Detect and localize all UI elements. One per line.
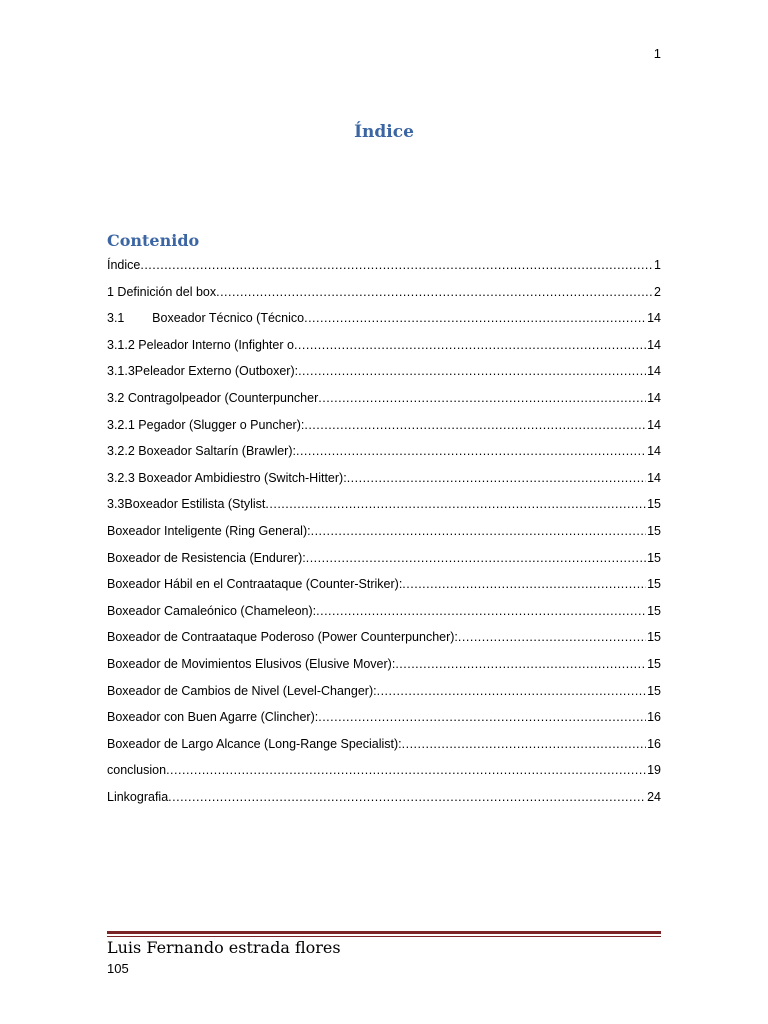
toc-entry-page[interactable]: 15 [647, 550, 661, 565]
toc-entry[interactable] [107, 389, 661, 416]
toc-entry-page[interactable]: 14 [647, 444, 661, 459]
toc-entry-title[interactable]: 3.3Boxeador Estilista (Stylist [107, 497, 266, 512]
toc-entry-title[interactable]: 3.1.2 Peleador Interno (Infighter o [107, 337, 294, 352]
toc-entry-page[interactable]: 15 [647, 683, 661, 698]
table-of-contents [107, 256, 661, 814]
toc-entry-title[interactable]: Boxeador con Buen Agarre (Clincher): [107, 710, 319, 725]
toc-entry[interactable] [107, 575, 661, 602]
toc-entry-title[interactable]: Boxeador Camaleónico (Chameleon): [107, 603, 317, 618]
footer-page-number: 105 [107, 961, 129, 976]
toc-entry[interactable] [107, 442, 661, 469]
toc-entry-title[interactable]: Boxeador Hábil en el Contraataque (Counter-Striker): [107, 577, 403, 592]
toc-entry[interactable] [107, 788, 661, 815]
toc-entry-title[interactable]: Boxeador de Contraataque Poderoso (Power Counterpuncher): [107, 630, 458, 645]
toc-entry[interactable] [107, 735, 661, 762]
toc-entry-page[interactable]: 14 [647, 364, 661, 379]
toc-entry-page[interactable]: 15 [647, 603, 661, 618]
toc-dot-leader [347, 469, 646, 487]
toc-entry[interactable] [107, 522, 661, 549]
toc-entry-page[interactable]: 14 [647, 470, 661, 485]
toc-entry-title[interactable]: Boxeador de Cambios de Nivel (Level-Changer): [107, 683, 377, 698]
toc-entry[interactable] [107, 628, 661, 655]
toc-entry-title[interactable]: 3.2.3 Boxeador Ambidiestro (Switch-Hitter): [107, 470, 347, 485]
toc-dot-leader [318, 389, 646, 407]
toc-entry-title[interactable]: 3.2.2 Boxeador Saltarín (Brawler): [107, 444, 296, 459]
toc-entry[interactable] [107, 362, 661, 389]
toc-dot-leader [311, 522, 647, 540]
toc-entry-title[interactable]: 3.2 Contragolpeador (Counterpuncher [107, 390, 319, 405]
toc-entry-page[interactable]: 24 [647, 789, 661, 804]
toc-entry-title[interactable]: Linkografia [107, 789, 169, 804]
toc-dot-leader [168, 788, 646, 806]
toc-entry-page[interactable]: 15 [647, 497, 661, 512]
contents-heading: Contenido [107, 231, 200, 250]
toc-entry-page[interactable]: 15 [647, 577, 661, 592]
toc-entry[interactable] [107, 708, 661, 735]
page-number: 1 [653, 46, 661, 61]
toc-dot-leader [316, 602, 646, 620]
toc-entry[interactable] [107, 682, 661, 709]
toc-entry[interactable] [107, 256, 661, 283]
toc-entry-title[interactable]: 1 Definición del box [107, 284, 217, 299]
toc-entry-page[interactable]: 1 [654, 258, 661, 272]
toc-entry[interactable] [107, 602, 661, 629]
toc-entry-page[interactable]: 15 [647, 630, 661, 645]
toc-entry-page[interactable]: 15 [647, 523, 661, 538]
toc-entry-page[interactable]: 14 [647, 337, 661, 352]
toc-entry-page[interactable]: 19 [647, 763, 661, 778]
toc-dot-leader [265, 495, 646, 513]
toc-entry-page[interactable]: 2 [654, 284, 661, 299]
toc-entry-title[interactable]: Boxeador de Largo Alcance (Long-Range Specialist): [107, 736, 402, 751]
toc-entry[interactable] [107, 283, 661, 310]
index-title: Índice [354, 122, 414, 142]
toc-entry-title[interactable]: Boxeador de Movimientos Elusivos (Elusive Mover): [107, 656, 396, 671]
toc-dot-leader [458, 628, 646, 646]
toc-dot-leader [304, 416, 646, 434]
toc-entry-title[interactable]: Boxeador Inteligente (Ring General): [107, 523, 311, 538]
toc-entry-title[interactable]: 3.1.3Peleador Externo (Outboxer): [107, 364, 299, 379]
toc-dot-leader [298, 362, 646, 380]
toc-entry-title[interactable]: 3.1 Boxeador Técnico (Técnico [107, 311, 305, 326]
toc-dot-leader [296, 442, 646, 460]
toc-dot-leader [318, 708, 646, 726]
toc-dot-leader [395, 655, 646, 673]
toc-dot-leader [402, 735, 646, 753]
toc-entry[interactable] [107, 655, 661, 682]
toc-dot-leader [306, 549, 646, 567]
toc-entry[interactable] [107, 469, 661, 496]
toc-entry-page[interactable]: 14 [647, 311, 661, 326]
toc-entry[interactable] [107, 309, 661, 336]
toc-entry-page[interactable]: 14 [647, 390, 661, 405]
toc-entry-title[interactable]: 3.2.1 Pegador (Slugger o Puncher): [107, 417, 305, 432]
toc-entry[interactable] [107, 549, 661, 576]
toc-dot-leader [377, 682, 647, 700]
toc-entry-page[interactable]: 14 [647, 417, 661, 432]
footer-author: Luis Fernando estrada flores [107, 938, 341, 957]
toc-entry-title[interactable]: Boxeador de Resistencia (Endurer): [107, 550, 306, 565]
toc-entry-page[interactable]: 16 [647, 710, 661, 725]
toc-dot-leader [140, 256, 653, 274]
toc-dot-leader [294, 336, 646, 354]
toc-dot-leader [166, 761, 646, 779]
toc-entry[interactable] [107, 336, 661, 363]
toc-dot-leader [402, 575, 646, 593]
toc-entry-title[interactable]: conclusion [107, 763, 167, 778]
toc-dot-leader [216, 283, 653, 301]
toc-entry[interactable] [107, 495, 661, 522]
toc-entry-page[interactable]: 16 [647, 736, 661, 751]
toc-entry-title[interactable]: Índice [107, 258, 141, 272]
footer-rule-thick [107, 931, 661, 934]
toc-entry[interactable] [107, 761, 661, 788]
toc-dot-leader [304, 309, 646, 327]
footer-rule [107, 931, 661, 937]
toc-entry-page[interactable]: 15 [647, 656, 661, 671]
footer-rule-thin [107, 936, 661, 937]
toc-entry[interactable] [107, 416, 661, 443]
